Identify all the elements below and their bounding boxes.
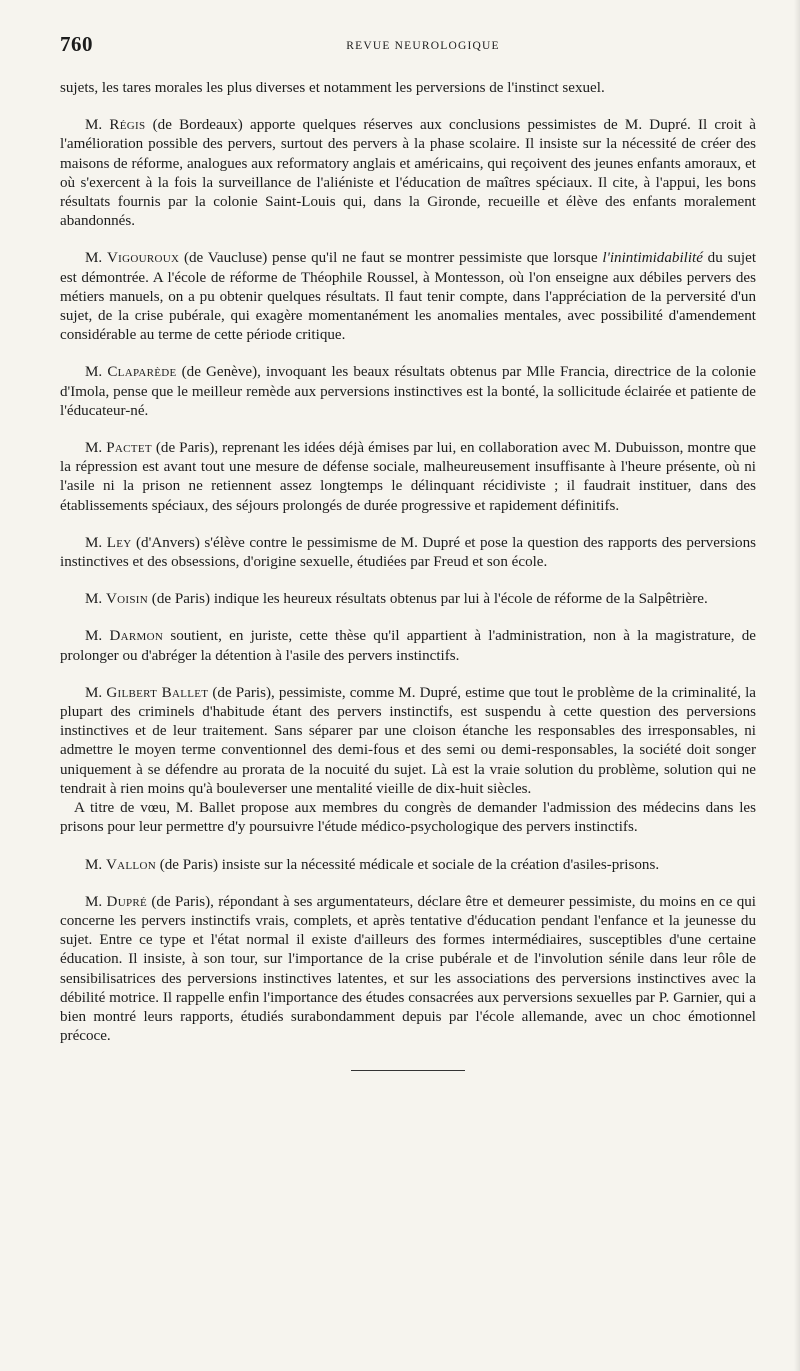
paragraph-text: (de Bordeaux) apporte quelques réserves aux conclusions pessimistes de M. Dupré. Il croit à l'amélioration possible des pervers, surtout des pervers à la phase scolaire. Il insiste sur la nécessité de créer des maisons de réforme, analogues aux reformatory anglais et américains, qui reçoivent des jeunes enfants amoraux, et où s'exercent à la fois la surveillance de l'aliéniste et l'éducation de maîtres spéciaux. Il cite, à l'appui, les bons résultats fournis par la colonie Saint-Louis qui, dans la Gironde, recueille et élève des enfants moralement abandonnés. xyxy=(60,117,756,230)
speaker-name: Ley xyxy=(106,534,132,551)
paragraph-regis xyxy=(60,116,756,231)
section-end-rule xyxy=(351,1070,465,1071)
speaker-name: Gilbert Ballet xyxy=(106,684,209,701)
page-edge-shadow xyxy=(794,0,800,1371)
paragraph-vigouroux xyxy=(60,249,756,345)
paragraph-dupre xyxy=(60,893,756,1047)
running-head: REVUE NEUROLOGIQUE xyxy=(346,40,500,52)
paragraph-text: (de Paris) insiste sur la nécessité médicale et sociale de la création d'asiles-prisons. xyxy=(155,856,660,873)
paragraph-text: (de Vaucluse) pense qu'il ne faut se montrer pessimiste que lorsque xyxy=(179,250,603,267)
page-header xyxy=(60,32,756,62)
speaker-name: Vallon xyxy=(105,856,156,873)
speaker-prefix: M. xyxy=(85,856,106,873)
paragraph-text: (de Paris), répondant à ses argumentateurs, déclare être et demeurer pessimiste, du moins en ce qui concerne les pervers instinctifs vrais, complets, et après tentative d'éducation pendant l'enfance et la jeunesse du sujet. Entre ce type et l'état normal il existe d'ailleurs des formes intermédiaires, susceptibles d'une certaine éducation. Il insiste, à son tour, sur l'importance de la crise pubérale et de l'involution sénile dans leur rôle de sensibilisatrices des perversions instinctives latentes, et sur les associations des perversions instinctives avec la débilité motrice. Il rappelle enfin l'importance des études consacrées aux perversions sexuelles par P. Garnier, qui a bien montré leurs rapports, étudiés surabondamment depuis par l'école allemande, avec un choc émotionnel précoce. xyxy=(60,893,757,1045)
italic-term: l'inintimidabilité xyxy=(602,250,703,267)
speaker-prefix: M. xyxy=(85,893,107,910)
paragraph-claparede xyxy=(60,363,756,421)
speaker-name: Vigouroux xyxy=(106,250,180,267)
paragraph-intro: sujets, les tares morales les plus diverses et notamment les perversions de l'instinct sexuel. xyxy=(60,80,605,96)
page xyxy=(60,32,756,1071)
speaker-prefix: M. xyxy=(85,364,108,381)
page-number: 760 xyxy=(60,32,93,56)
speaker-name: Régis xyxy=(109,117,146,134)
paragraph-ballet-voeu: A titre de vœu, M. Ballet propose aux membres du congrès de demander l'admission des médecins dans les prisons pour leur permettre d'y poursuivre l'étude médico-psychologique des pervers instinctifs. xyxy=(60,800,756,836)
speaker-prefix: M. xyxy=(85,591,106,608)
paragraph-text: (de Paris), pessimiste, comme M. Dupré, estime que tout le problème de la criminalité, la plupart des criminels d'habitude étant des pervers instinctifs, est suspendu à cette question des perversions instinctives et de leur traitement. Sans séparer par une cloison étanche les responsables des irresponsables, ni admettre le moyen terme conventionnel des demi-fous et des semi ou demi-responsables, la société doit songer uniquement à se défendre au prorata de la nocuité du sujet. Là est la vraie solution du problème, solution qui ne tendrait à rien moins qu'à bouleverser une mentalité vieille de dix-huit siècles. xyxy=(60,684,756,797)
speaker-name: Dupré xyxy=(106,893,148,910)
speaker-prefix: M. xyxy=(85,440,107,457)
paragraph-text: (de Paris) indique les heureux résultats obtenus par lui à l'école de réforme de la Salpêtrière. xyxy=(148,591,708,608)
paragraph-pactet xyxy=(60,439,756,516)
speaker-name: Pactet xyxy=(106,440,152,457)
paragraph-ley xyxy=(60,534,756,572)
paragraph-text: (de Paris), reprenant les idées déjà émises par lui, en collaboration avec M. Dubuisson, montre que la répression est avant tout une mesure de défense sociale, malheureusement insuffisante à l'heure présente, où ni l'asile ni la prison ne retiennent assez longtemps le délinquant récidiviste ; il faudrait instituer, dans des établissements spéciaux, des séjours prolongés de durée progressive et rapidement définitifs. xyxy=(60,440,756,514)
paragraph-gilbert-ballet xyxy=(60,684,756,799)
speaker-prefix: M. xyxy=(85,684,107,701)
speaker-prefix: M. xyxy=(85,534,107,551)
speaker-name: Claparède xyxy=(107,364,177,381)
speaker-name: Voisin xyxy=(105,591,149,608)
paragraph-text: (de Genève), invoquant les beaux résultats obtenus par Mlle Francia, directrice de la colonie d'Imola, pense que le meilleur remède aux perversions instinctives est la bonté, la sollicitude éclairée et patiente de l'éducateur-né. xyxy=(60,364,757,419)
speaker-prefix: M. xyxy=(85,250,107,267)
paragraph-voisin xyxy=(60,590,756,609)
paragraph-text: soutient, en juriste, cette thèse qu'il appartient à l'administration, non à la magistrature, de prolonger ou d'abréger la détention à l'asile des pervers instinctifs. xyxy=(60,628,756,664)
paragraph-text: (d'Anvers) s'élève contre le pessimisme de M. Dupré et pose la question des rapports des perversions instinctives et des obsessions, d'origine sexuelle, étudiées par Freud et son école. xyxy=(60,534,756,571)
speaker-name: Darmon xyxy=(109,628,164,645)
paragraph-darmon xyxy=(60,627,756,665)
speaker-prefix: M. xyxy=(85,628,110,645)
paragraph-vallon xyxy=(60,856,756,875)
paragraph-text: du sujet est démontrée. A l'école de réforme de Théophile Roussel, à Montesson, où l'on enseigne aux débiles pervers des métiers manuels, on a pu obtenir quelques résultats. Il faut tenir compte, dans l'appréciation de la perversité d'un sujet, de la crise pubérale, qui exagère momentanément les anomalies mentales, avec possibilité d'amendement considérable au terme de cette période critique. xyxy=(60,250,757,344)
speaker-prefix: M. xyxy=(85,117,110,134)
